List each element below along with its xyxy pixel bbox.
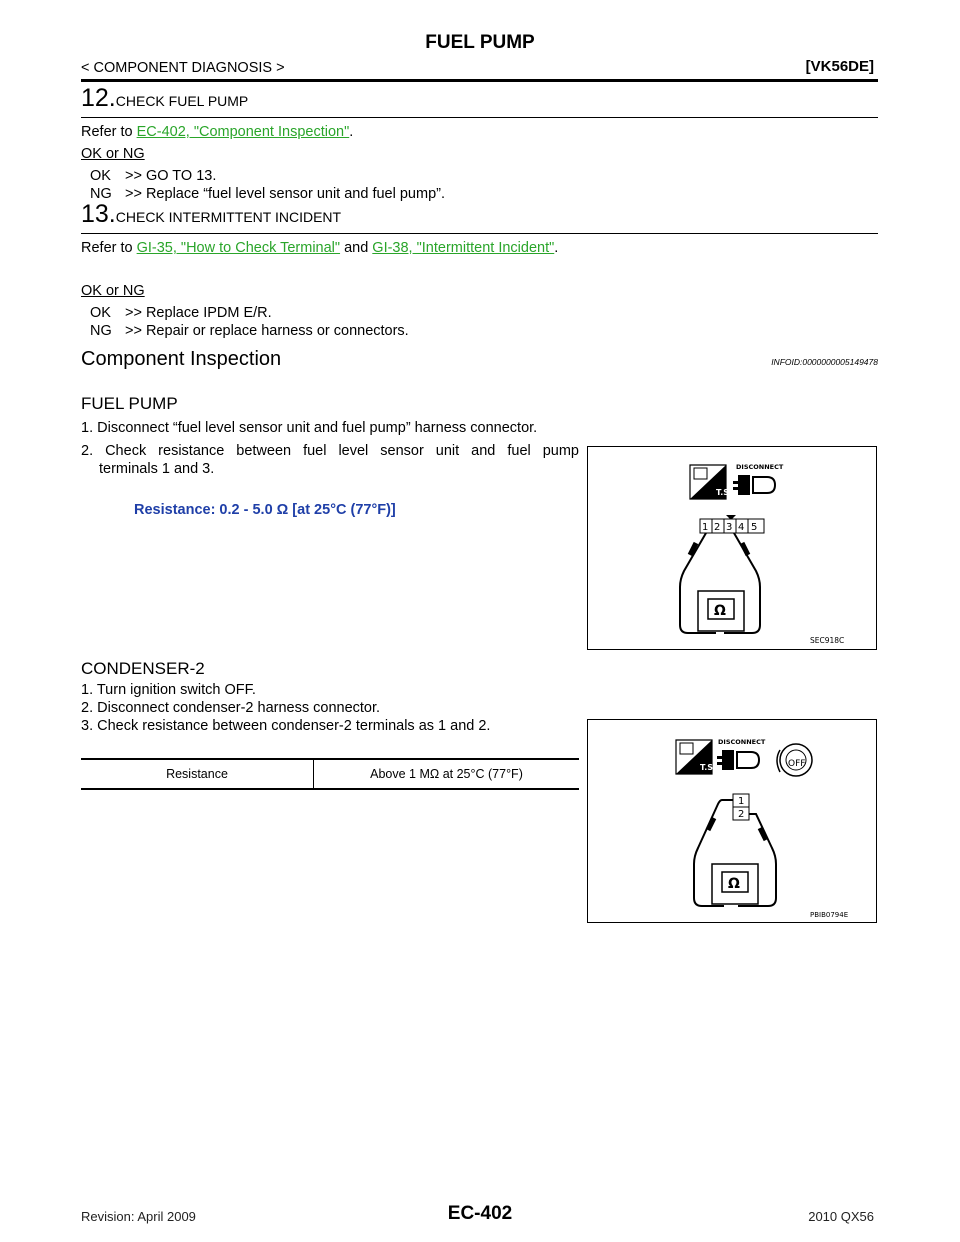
step-13-title: CHECK INTERMITTENT INCIDENT [115, 209, 342, 225]
step-13-refer: Refer to GI-35, "How to Check Terminal" and GI-38, "Intermittent Incident". [81, 240, 559, 256]
svg-text:OFF: OFF [788, 759, 806, 769]
fuel-pump-step-1: 1. Disconnect “fuel level sensor unit and fuel pump” harness connector. [81, 420, 538, 436]
connector-icon [717, 750, 759, 770]
ohmmeter-icon [698, 591, 744, 631]
svg-text:2: 2 [738, 809, 745, 820]
step-13-number: 13. [81, 200, 116, 228]
svg-text:T.S.: T.S. [700, 763, 717, 772]
ohmmeter-icon [712, 864, 758, 904]
svg-text:2: 2 [714, 522, 721, 533]
svg-text:5: 5 [751, 522, 758, 533]
link-ec-402[interactable]: EC-402, "Component Inspection" [136, 124, 350, 140]
figure-condenser [587, 719, 877, 923]
step-12-ok-row: OK >> GO TO 13. [90, 168, 217, 184]
fuel-pump-step-2-line-1: 2. Check resistance between fuel level sensor unit and fuel pump [81, 443, 579, 459]
footer-revision: Revision: April 2009 [81, 1209, 196, 1224]
section-label: < COMPONENT DIAGNOSIS > [81, 60, 285, 76]
svg-text:Ω: Ω [728, 876, 740, 892]
disconnect-label: DISCONNECT [718, 738, 766, 746]
step-12-ok-ng: OK or NG [81, 146, 145, 162]
step-13-ok-ng: OK or NG [81, 283, 145, 299]
resistance-spec: Resistance: 0.2 - 5.0 Ω [at 25°C (77°F)] [134, 502, 396, 518]
step-12-rule [81, 117, 878, 118]
svg-text:1: 1 [738, 796, 745, 807]
condenser-diagram [588, 720, 876, 922]
step-12-refer: Refer to EC-402, "Component Inspection". [81, 124, 354, 140]
footer-model: 2010 QX56 [808, 1209, 874, 1224]
figure-code: PBIB0794E [810, 911, 849, 919]
table-cell-label: Resistance [81, 759, 314, 789]
condenser-step-2: 2. Disconnect condenser-2 harness connector. [81, 700, 381, 716]
svg-text:3: 3 [726, 522, 733, 533]
ignition-off-icon [777, 744, 812, 776]
fuel-pump-step-2-line-2: terminals 1 and 3. [99, 461, 215, 477]
svg-text:T.S.: T.S. [716, 488, 733, 497]
link-gi-35[interactable]: GI-35, "How to Check Terminal" [136, 240, 341, 256]
condenser-step-1: 1. Turn ignition switch OFF. [81, 682, 256, 698]
resistance-table-wrap [81, 758, 579, 790]
fuel-pump-subtitle: FUEL PUMP [81, 394, 178, 413]
step-12-title: CHECK FUEL PUMP [115, 93, 249, 109]
step-13-ok-row: OK >> Replace IPDM E/R. [90, 305, 272, 321]
link-gi-38[interactable]: GI-38, "Intermittent Incident" [372, 240, 555, 256]
svg-text:Ω: Ω [714, 603, 726, 619]
figure-fuel-pump [587, 446, 877, 650]
step-13-heading [81, 200, 341, 229]
footer-page-number: EC-402 [447, 1203, 513, 1224]
figure-code: SEC918C [810, 636, 845, 645]
fuel-pump-diagram [588, 447, 876, 649]
step-12-number: 12. [81, 84, 116, 112]
step-13-rule [81, 233, 878, 234]
header-rule [81, 79, 878, 82]
terminal-strip [700, 515, 764, 533]
ts-icon [676, 740, 716, 774]
step-12-heading [81, 84, 248, 113]
connector-icon [733, 475, 775, 495]
step-12-ng-row: NG >> Replace “fuel level sensor unit and fuel pump”. [90, 186, 445, 202]
step-13-ng-row: NG >> Repair or replace harness or connectors. [90, 323, 409, 339]
disconnect-label: DISCONNECT [736, 463, 784, 471]
terminal-strip [733, 794, 749, 820]
table-cell-value: Above 1 MΩ at 25°C (77°F) [370, 767, 523, 781]
page-title: FUEL PUMP [425, 32, 535, 53]
svg-text:4: 4 [738, 522, 745, 533]
component-inspection-title: Component Inspection [81, 348, 282, 370]
resistance-table [81, 758, 579, 790]
ts-icon [690, 465, 732, 499]
svg-text:1: 1 [702, 522, 709, 533]
info-id: INFOID:0000000005149478 [771, 357, 878, 367]
condenser-step-3: 3. Check resistance between condenser-2 terminals as 1 and 2. [81, 718, 491, 734]
engine-code: [VK56DE] [805, 58, 874, 75]
condenser-subtitle: CONDENSER-2 [81, 659, 205, 678]
table-row [81, 759, 579, 789]
